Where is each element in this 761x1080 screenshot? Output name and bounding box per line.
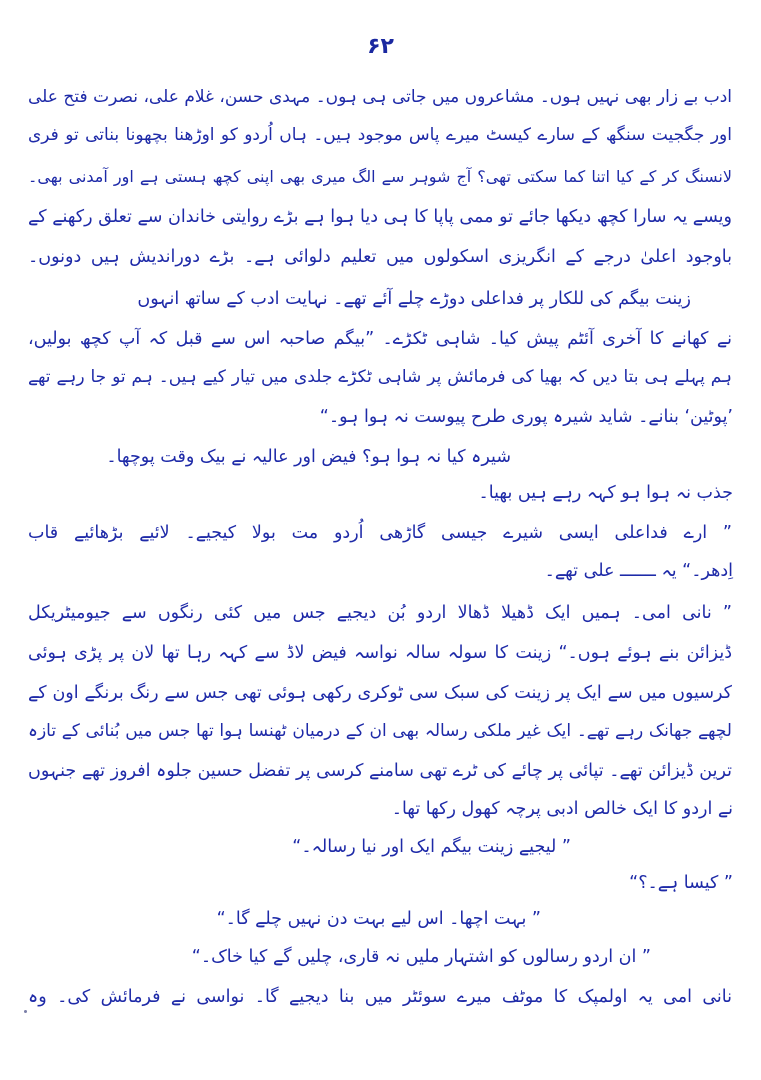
text-line-15: ڈیزائن بنے ہوئے ہوں۔“ زینت کا سولہ سالہ نواسہ فیض لاڈ سے کہہ رہا تھا لان پر پڑی ہوئی <box>28 643 732 663</box>
text-line-24: نانی امی یہ اولمپک کا موٹف میرے سوئٹر میں بنا دیجیے گا۔ نواسی نے فرمائش کی۔ وہ <box>28 987 732 1007</box>
text-line-18: ترین ڈیزائن تھے۔ تپائی پر چائے کی ٹرے تھی سامنے کرسی پر تفضل حسین جلوہ افروز تھے جنہوں <box>28 761 732 781</box>
scan-speck <box>24 1010 27 1013</box>
text-line-17: لچھے جھانک رہے تھے۔ ایک غیر ملکی رسالہ بھی ان کے درمیان ٹھنسا ہوا تھا جس میں بُنائی کے تازہ <box>28 721 732 741</box>
text-line-21: ” کیسا ہے۔؟“ <box>629 873 733 893</box>
text-line-11: جذب نہ ہوا ہو کہہ رہے ہیں بھیا۔ <box>478 483 733 503</box>
text-line-7: نے کھانے کا آخری آئٹم پیش کیا۔ شاہی ٹکڑے۔ ”بیگم صاحبہ اس سے قبل کہ آپ کچھ بولیں، <box>28 329 732 349</box>
text-line-9: ’پوٹین‘ بنانے۔ شاید شیرہ پوری طرح پیوست نہ ہوا ہو۔“ <box>319 407 733 427</box>
text-line-19: نے اردو کا ایک خالص ادبی پرچہ کھول رکھا تھا۔ <box>391 799 733 819</box>
text-line-14: ” نانی امی۔ ہمیں ایک ڈھیلا ڈھالا اردو بُن دیجیے جس میں کئی رنگوں سے جیومیٹریکل <box>28 603 732 623</box>
text-line-2: اور جگجیت سنگھ کے سارے کیسٹ میرے پاس موجود ہیں۔ ہاں اُردو کو اوڑھنا بچھونا بناتی تو فری <box>28 125 732 145</box>
text-line-4: ویسے یہ سارا کچھ دیکھا جائے تو ممی پاپا کا ہی دیا ہوا ہے بڑے روایتی خاندان سے تعلق رکھنے کے <box>28 207 732 227</box>
text-line-1: ادب بے زار بھی نہیں ہوں۔ مشاعروں میں جاتی ہی ہوں۔ مہدی حسن، غلام علی، نصرت فتح علی <box>28 87 732 107</box>
text-line-13: اِدھر۔“ یہ ـــــــ علی تھے۔ <box>544 561 733 581</box>
text-line-22: ” بہت اچھا۔ اس لیے بہت دن نہیں چلے گا۔“ <box>216 909 541 929</box>
page-number: ۶۲ <box>367 34 394 59</box>
text-line-16: کرسیوں میں سے ایک پر زینت کی سبک سی ٹوکری رکھی ہوئی تھی جس سے رنگ برنگے اون کے <box>28 683 732 703</box>
text-line-8: ہم پہلے ہی بتا دیں کہ بھیا کی فرمائش پر شاہی ٹکڑے جلدی میں تیار کیے ہیں۔ ہم تو جا رہے تھے <box>28 367 732 387</box>
text-line-6: زینت بیگم کی للکار پر فداعلی دوڑے چلے آئے تھے۔ نہایت ادب کے ساتھ انہوں <box>137 289 691 309</box>
text-line-3: لانسنگ کر کے کیا اتنا کما سکتی تھی؟ آج شوہر سے الگ میری بھی اپنی کچھ ہستی ہے اور آمدنی بھی۔ <box>28 167 732 186</box>
text-line-23: ” ان اردو رسالوں کو اشتہار ملیں نہ قاری، چلیں گے کیا خاک۔“ <box>191 947 651 967</box>
text-line-10: شیرہ کیا نہ ہوا ہو؟ فیض اور عالیہ نے بیک وقت پوچھا۔ <box>106 447 511 467</box>
text-line-12: ” ارے فداعلی ایسی شیرے جیسی گاڑھی اُردو مت بولا کیجیے۔ لائیے بڑھائیے قاب <box>28 523 732 543</box>
text-line-5: باوجود اعلیٰ درجے کے انگریزی اسکولوں میں تعلیم دلوائی ہے۔ بڑے دوراندیش ہیں دونوں۔ <box>28 247 732 267</box>
text-line-20: ” لیجیے زینت بیگم ایک اور نیا رسالہ۔“ <box>292 837 571 857</box>
